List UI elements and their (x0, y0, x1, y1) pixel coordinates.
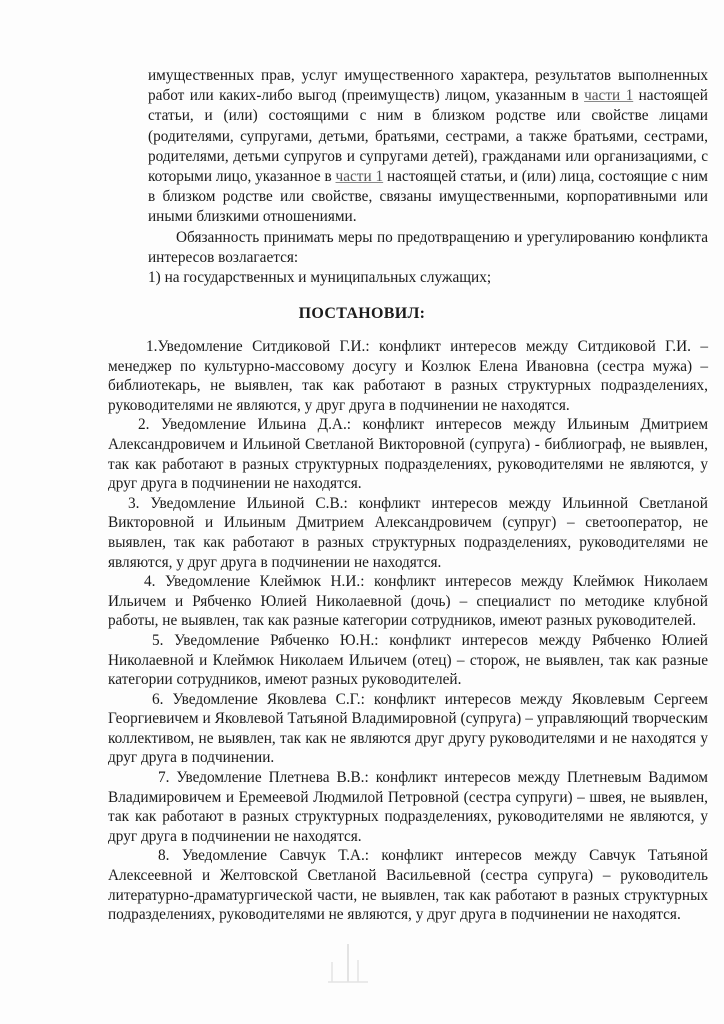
faint-stamp-icon (318, 942, 378, 992)
resolution-items (108, 337, 708, 925)
intro-text-a: имущественных прав, услуг имущественного характера, результатов выполненных работ или каких-либо выгод (преимуществ) лицом, указанным в (148, 67, 708, 105)
intro-text-b: настоящей статьи, и (или) состоящими с ним в близком родстве или свойстве лицами (родителями, супругами, детьми, братьями, сестрами, а также братьями, сестрами, родителями, детьми супругов и супругами детей), гражданами или организациями, с которыми лицо, указанное в (148, 87, 708, 186)
resolution-item: 6. Уведомление Яковлева С.Г.: конфликт интересов между Яковлевым Сергеем Георгиевичем и Яковлевой Татьяной Владимировной (супруга) – управляющий творческим коллективом, не выявлен, так как не являются друг другу руководителями и не находятся у друг друга в подчинении. (108, 690, 708, 767)
law-part-1-link-2[interactable]: части 1 (335, 168, 384, 186)
resolution-item: 2. Уведомление Ильина Д.А.: конфликт интересов между Ильиным Дмитрием Александровичем и Ильиной Светланой Викторовной (супруга) - библиограф, не выявлен, так как работают в разных структурных подразделениях, руководителями не являются, у друг друга в подчинении не находятся. (108, 416, 708, 493)
intro-paragraph-1 (148, 66, 708, 228)
intro-text-c: настоящей статьи, и (или) лица, состоящие с ним в близком родстве или свойстве, связаны имущественными, корпоративными или иными близкими отношениями. (148, 168, 708, 226)
intro-section (148, 66, 708, 288)
resolution-item: 3. Уведомление Ильиной С.В.: конфликт интересов между Ильинной Светланой Викторовной и Ильиным Дмитрием Александровичем (супруг) – светооператор, не выявлен, так как работают в разных структурных подразделениях, руководителями не являются, у друг друга в подчинении не находятся. (108, 494, 708, 571)
resolution-item: 5. Уведомление Рябченко Ю.Н.: конфликт интересов между Рябченко Юлией Николаевной и Клеймюк Николаем Ильичем (отец) – сторож, не выявлен, так как разные категории сотрудников, имеют разных руководителей. (108, 631, 708, 689)
law-part-1-link[interactable]: части 1 (584, 87, 634, 105)
resolution-item: 8. Уведомление Савчук Т.А.: конфликт интересов между Савчук Татьяной Алексеевной и Желтовской Светланой Васильевной (сестра супруга) – руководитель литературно-драматургической части, не выявлен, так как работают в разных структурных подразделениях, руководителями не являются, у друг друга в подчинении не находятся. (108, 847, 708, 924)
resolution-item: 7. Уведомление Плетнева В.В.: конфликт интересов между Плетневым Вадимом Владимировичем и Еремеевой Людмилой Петровной (сестра супруги) – швея, не выявлен, так как работают в разных структурных подразделениях, руководителями не являются, у друг друга в подчинении не находятся. (108, 769, 708, 845)
resolution-heading: ПОСТАНОВИЛ: (298, 305, 426, 322)
resolution-item: 4. Уведомление Клеймюк Н.И.: конфликт интересов между Клеймюк Николаем Ильичем и Рябченко Юлией Николаевной (дочь) – специалист по методике клубной работы, не выявлен, так как разные категории сотрудников, имеют разных руководителей. (108, 573, 708, 630)
intro-paragraph-3: 1) на государственных и муниципальных служащих; (148, 269, 492, 287)
resolution-item: 1.Уведомление Ситдиковой Г.И.: конфликт интересов между Ситдиковой Г.И. – менеджер по культурно-массовому досугу и Козлюк Елена Ивановна (сестра мужа) – библиотекарь, не выявлен, так как работают в разных структурных подразделениях, руководителями не являются, у друг друга в подчинении не находятся. (108, 338, 708, 414)
intro-paragraph-2: Обязанность принимать меры по предотвращению и урегулированию конфликта интересов возлагается: (148, 228, 708, 266)
